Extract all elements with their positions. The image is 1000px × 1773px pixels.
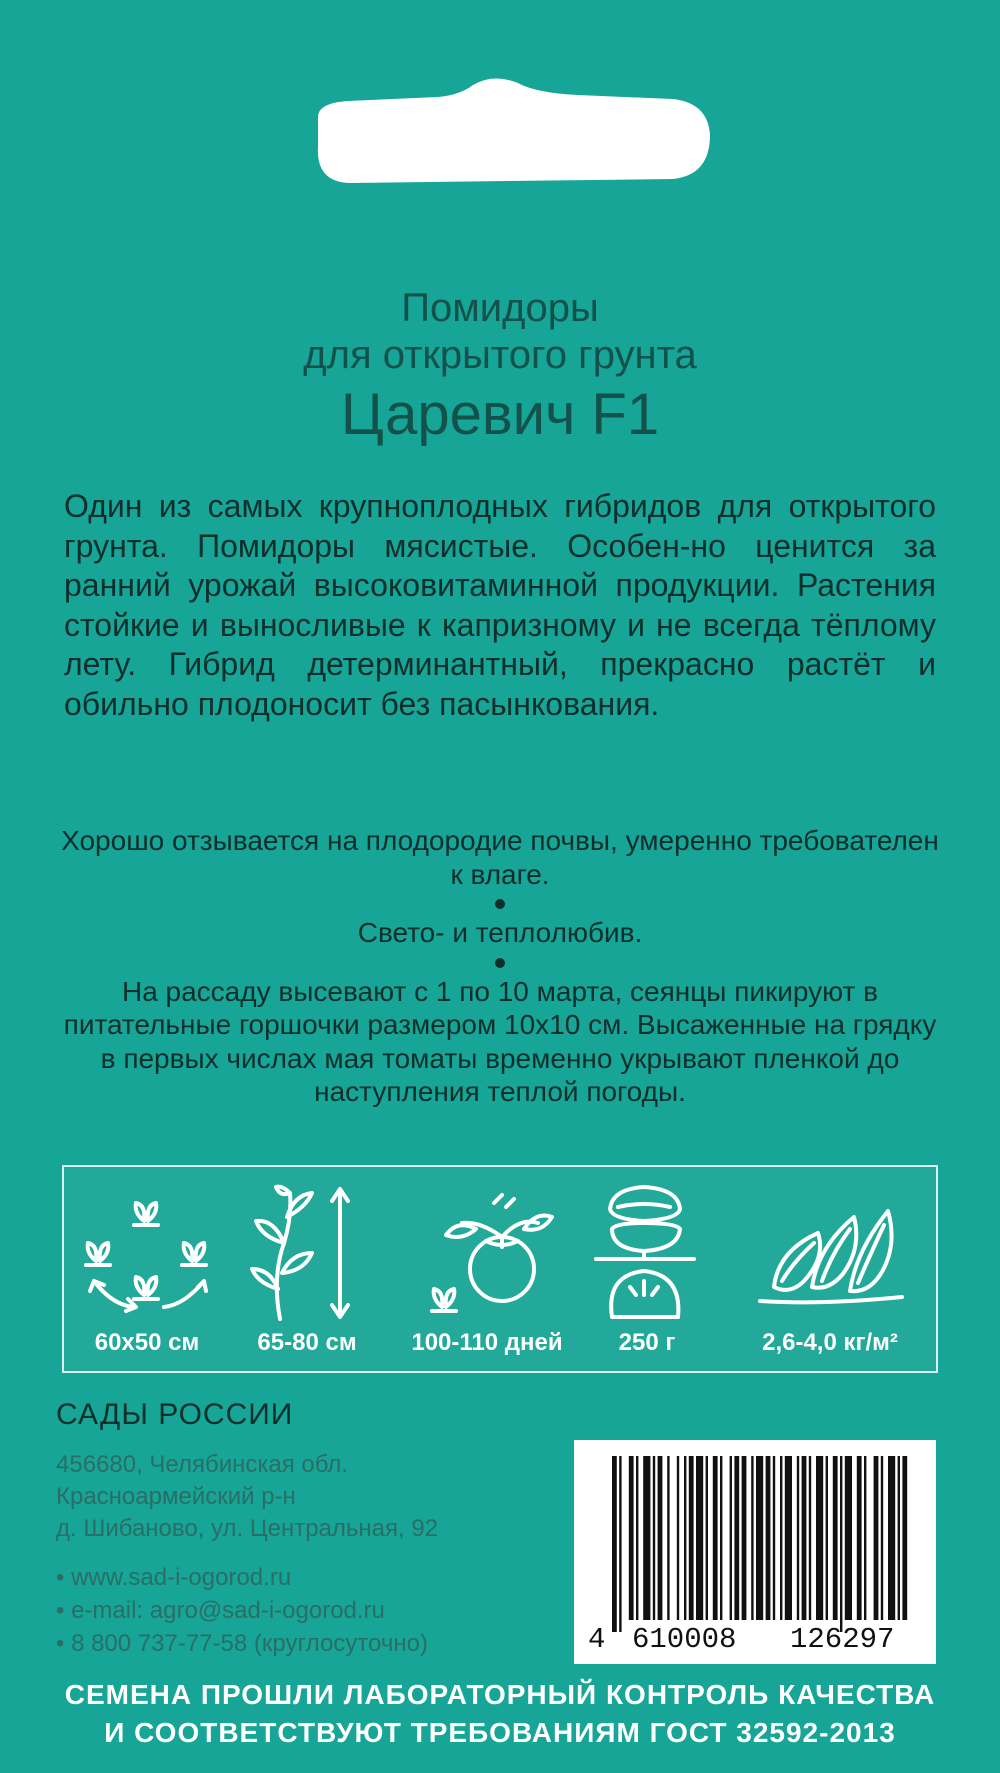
barcode-bar	[696, 1456, 703, 1620]
barcode-bar	[653, 1456, 655, 1620]
barcode-bar	[802, 1456, 807, 1620]
barcode-bar	[643, 1456, 650, 1620]
note-soil: Хорошо отзывается на плодородие почвы, умеренно требователен к влаге.	[61, 825, 939, 890]
barcode-bar	[667, 1456, 669, 1620]
barcode-bar	[756, 1456, 763, 1620]
weight-label: 250 г	[618, 1329, 676, 1356]
barcode-group1: 610008	[632, 1623, 737, 1656]
barcode-bar	[629, 1456, 634, 1620]
barcode-bar	[751, 1456, 753, 1620]
product-title	[0, 285, 1000, 448]
website-link[interactable]: • www.sad-i-ogorod.ru	[56, 1564, 292, 1591]
characteristic-planting	[72, 1167, 222, 1371]
barcode-bar	[706, 1456, 708, 1620]
address-line: д. Шибаново, ул. Центральная, 92	[56, 1515, 439, 1542]
description	[64, 487, 936, 724]
note-light: Свето- и теплолюбив.	[357, 917, 643, 948]
barcode-bar	[874, 1456, 879, 1620]
barcode-bar	[689, 1456, 694, 1620]
ripening-time-icon	[402, 1177, 572, 1327]
variety-name: Царевич F1	[340, 382, 660, 447]
barcode-bar	[845, 1456, 852, 1620]
footer-line1: СЕМЕНА ПРОШЛИ ЛАБОРАТОРНЫЙ КОНТРОЛЬ КАЧЕСТВА	[64, 1679, 936, 1710]
footer-line2: И СООТВЕТСТВУЮТ ТРЕБОВАНИЯМ ГОСТ 32592-2013	[104, 1717, 896, 1748]
company-contacts	[56, 1561, 428, 1660]
barcode-bar	[742, 1456, 747, 1620]
description-text: Один из самых крупноплодных гибридов для открытого грунта. Помидоры мясистые. Особен-но ценится за ранний урожай высоковитаминной продукции. Растения стойкие и выносливые к капризному и не всегда тёплому лету. Гибрид детерминантный, прекрасно растёт и обильно плодоносит без пасынкования.	[64, 488, 936, 722]
barcode-bar	[797, 1456, 799, 1620]
barcode-bar	[864, 1456, 866, 1620]
barcode-bar	[677, 1456, 679, 1620]
barcode-bar	[785, 1456, 792, 1620]
barcode-first-digit: 4	[588, 1623, 606, 1656]
characteristic-weight	[582, 1167, 712, 1371]
barcode-bar	[713, 1456, 718, 1620]
planting-label: 60х50 см	[94, 1329, 200, 1356]
barcode-bar	[857, 1456, 862, 1620]
company-name: САДЫ РОССИИ	[56, 1398, 294, 1431]
barcode-bar	[780, 1456, 782, 1620]
title-line2: для открытого грунта	[303, 333, 697, 377]
bullet-dot	[495, 958, 505, 968]
phone-number: • 8 800 737-77-58 (круглосуточно)	[56, 1630, 428, 1657]
barcode-bar	[840, 1456, 842, 1632]
title-line1: Помидоры	[401, 286, 599, 330]
barcode-bar	[658, 1456, 663, 1620]
plant-height-icon	[232, 1177, 382, 1327]
yield-label: 2,6-4,0 кг/м²	[762, 1329, 898, 1356]
planting-scheme-icon	[72, 1177, 222, 1327]
fruit-weight-icon	[582, 1177, 712, 1327]
growing-notes	[60, 824, 940, 1109]
company-address	[56, 1449, 438, 1545]
barcode-bar	[684, 1456, 686, 1620]
barcode-bar	[766, 1456, 771, 1620]
barcode-bar	[881, 1456, 883, 1620]
barcode-bar	[826, 1456, 828, 1620]
barcode-bar	[888, 1456, 895, 1620]
yield-icon	[730, 1177, 930, 1327]
barcode-bar	[773, 1456, 775, 1620]
hang-hole	[278, 75, 728, 193]
note-sowing: На рассаду высевают с 1 по 10 марта, сеянцы пикируют в питательные горшочки размером 10х10 см. Высаженные на грядку в первых числах мая томаты временно укрывают пленкой до наступления теплой погоды.	[63, 975, 937, 1107]
barcode-group2: 126297	[790, 1623, 895, 1656]
barcode-bar	[833, 1456, 838, 1620]
barcode-bar	[619, 1456, 621, 1632]
barcode-bar	[636, 1456, 638, 1620]
ripening-label: 100-110 дней	[411, 1329, 563, 1356]
address-line: 456680, Челябинская обл.	[56, 1451, 349, 1478]
barcode-bar	[734, 1456, 739, 1620]
barcode	[574, 1440, 936, 1664]
characteristic-yield	[730, 1167, 930, 1371]
barcode-bar	[612, 1456, 617, 1632]
bullet-dot	[495, 899, 505, 909]
address-line: Красноармейский р-н	[56, 1483, 296, 1510]
barcode-bar	[902, 1456, 907, 1620]
barcode-bar	[816, 1456, 823, 1620]
characteristics-panel	[62, 1165, 938, 1373]
barcode-bar	[809, 1456, 811, 1620]
characteristic-ripening	[402, 1167, 572, 1371]
email-link[interactable]: • e-mail: agro@sad-i-ogorod.ru	[56, 1597, 385, 1624]
characteristic-height	[232, 1167, 382, 1371]
barcode-bar	[898, 1456, 900, 1620]
barcode-bar	[720, 1456, 722, 1620]
height-label: 65-80 см	[257, 1329, 357, 1356]
barcode-bar	[730, 1456, 732, 1620]
quality-statement	[0, 1676, 1000, 1752]
